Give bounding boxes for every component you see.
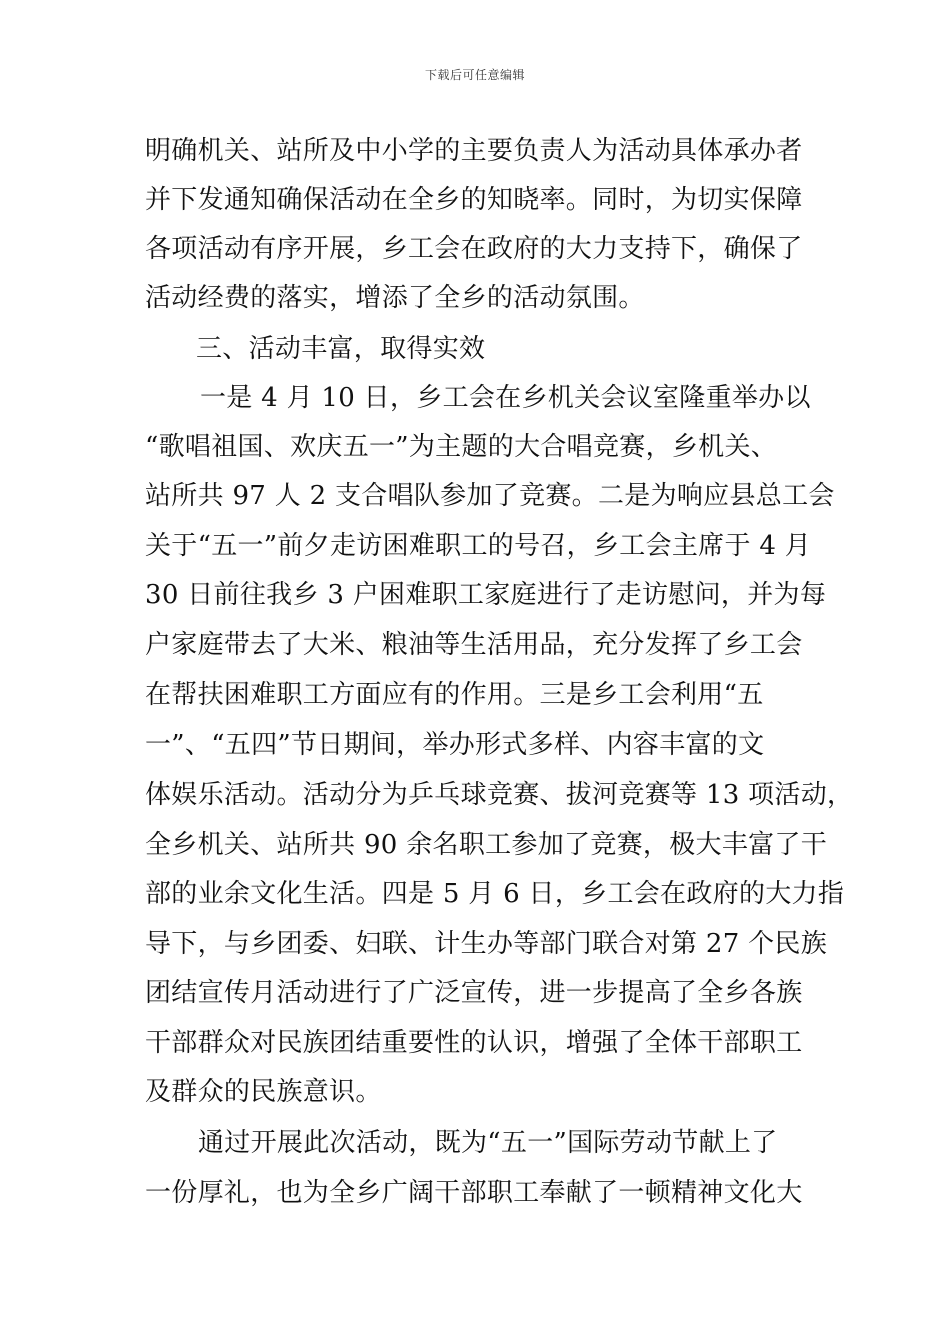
text-line: 体娱乐活动。活动分为乒乓球竞赛、拔河竞赛等 13 项活动， <box>145 780 854 810</box>
section-heading: 三、活动丰富，取得实效 <box>196 334 486 364</box>
text-line: 30 日前往我乡 3 户困难职工家庭进行了走访慰问，并为每 <box>145 580 827 610</box>
text-line: 户家庭带去了大米、粮油等生活用品，充分发挥了乡工会 <box>145 630 803 660</box>
text-line: 活动经费的落实，增添了全乡的活动氛围。 <box>145 283 645 313</box>
text-line: 一是 4 月 10 日，乡工会在乡机关会议室隆重举办以 <box>200 383 811 413</box>
text-line: 干部群众对民族团结重要性的认识，增强了全体干部职工 <box>145 1028 803 1058</box>
text-line: “歌唱祖国、欢庆五一”为主题的大合唱竞赛，乡机关、 <box>145 432 778 462</box>
text-line: 站所共 97 人 2 支合唱队参加了竞赛。二是为响应县总工会 <box>145 481 835 511</box>
text-line: 团结宣传月活动进行了广泛宣传，进一步提高了全乡各族 <box>145 978 803 1008</box>
text-line: 关于“五一”前夕走访困难职工的号召，乡工会主席于 4 月 <box>145 531 812 561</box>
text-line: 明确机关、站所及中小学的主要负责人为活动具体承办者 <box>145 136 803 166</box>
text-line: 在帮扶困难职工方面应有的作用。三是乡工会利用“五 <box>145 680 764 710</box>
text-line: 一”、“五四”节日期间，举办形式多样、内容丰富的文 <box>145 730 765 760</box>
page-header: 下载后可任意编辑 <box>424 68 525 82</box>
text-line: 通过开展此次活动，既为“五一”国际劳动节献上了 <box>198 1128 778 1158</box>
text-line: 导下，与乡团委、妇联、计生办等部门联合对第 27 个民族 <box>145 929 828 959</box>
text-line: 全乡机关、站所共 90 余名职工参加了竞赛，极大丰富了干 <box>145 830 828 860</box>
text-line: 各项活动有序开展，乡工会在政府的大力支持下，确保了 <box>145 234 803 264</box>
text-line: 部的业余文化生活。四是 5 月 6 日，乡工会在政府的大力指 <box>145 879 845 909</box>
text-line: 及群众的民族意识。 <box>145 1077 382 1107</box>
text-line: 并下发通知确保活动在全乡的知晓率。同时，为切实保障 <box>145 185 803 215</box>
text-line: 一份厚礼，也为全乡广阔干部职工奉献了一顿精神文化大 <box>145 1178 803 1208</box>
